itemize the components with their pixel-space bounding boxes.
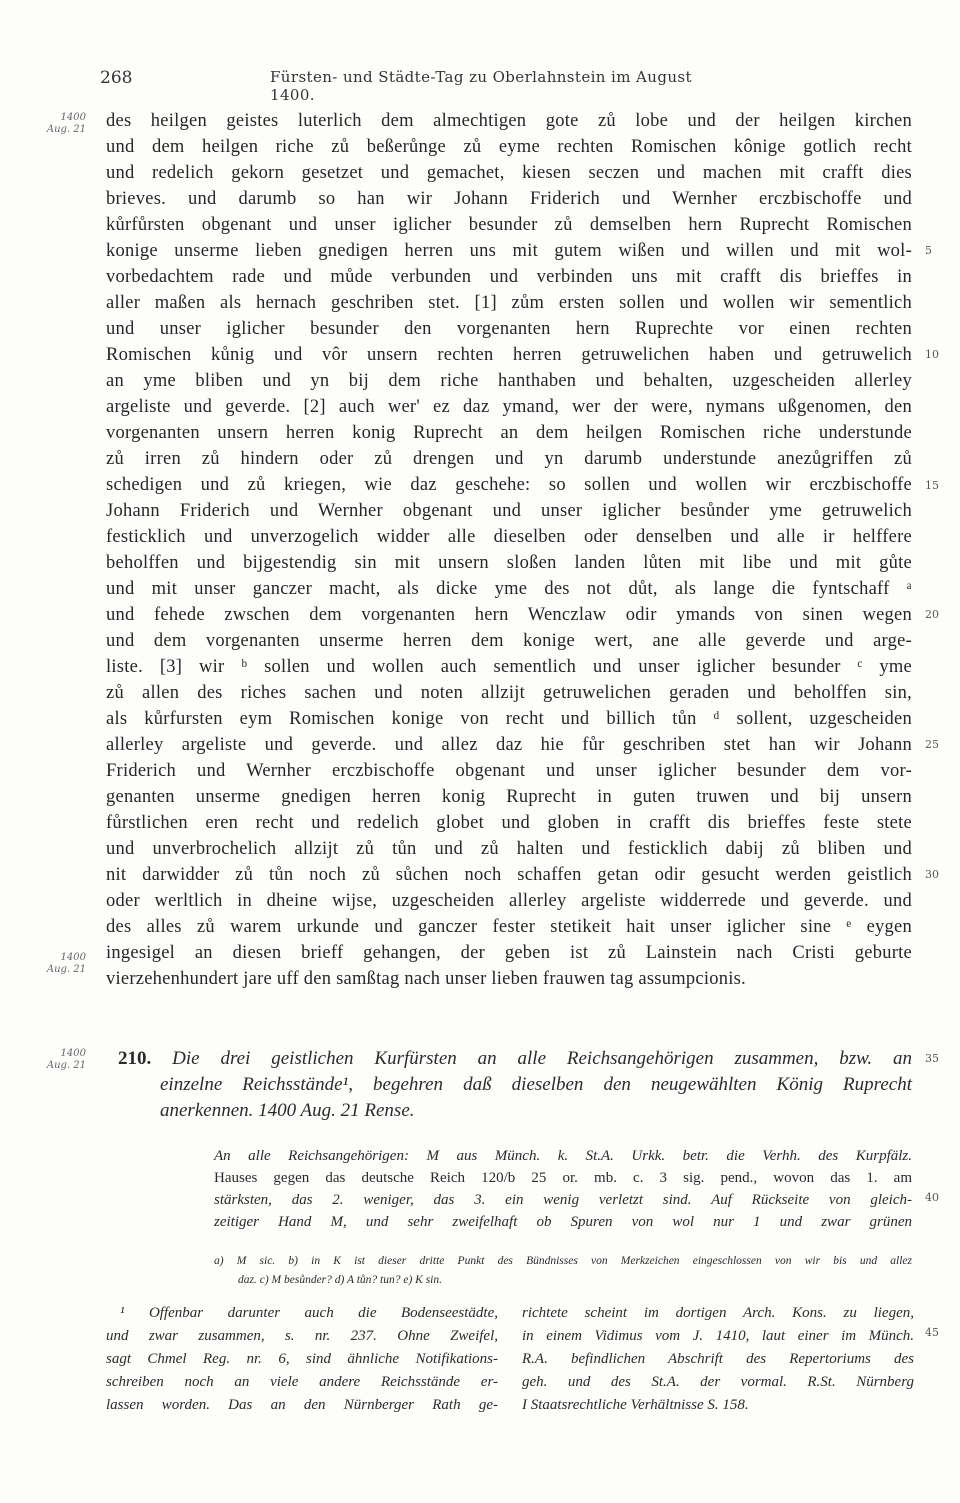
body-line: und dem heilgen riche zů beßerůnge zů eyme rechten Romischen kônige gotlich recht xyxy=(106,137,912,157)
line-number: 30 xyxy=(925,868,939,881)
body-line: fůrstlichen eren recht und redelich globet und globen in crafft dis brieffes feste stete xyxy=(106,813,912,833)
body-line: und fehede zwschen dem vorgenanten hern Wenczlaw odir ymands von sinen wegen xyxy=(106,605,912,625)
line-number: 25 xyxy=(925,738,939,751)
body-line: zů irren zů hindern oder zů drengen und yn darumb understunde anezůgriffen zů xyxy=(106,449,912,469)
body-line: konige unserme lieben gnedigen herren uns mit gutem wißen und willen und mit wol- xyxy=(106,241,912,261)
footnote-line: und zwar zusammen, s. nr. 237. Ohne Zweifel, xyxy=(106,1328,498,1344)
apparatus-line: a) M sic. b) in K ist dieser dritte Punkt des Bündnisses von Merkzeichen eingeschlossen von wir bis und allez xyxy=(214,1255,912,1267)
critical-apparatus xyxy=(214,1252,912,1290)
body-line: Johann Friderich und Wernher obgenant und unser iglicher besůnder yme getruwelich xyxy=(106,501,912,521)
line-number: 10 xyxy=(925,348,939,361)
line-number: 40 xyxy=(925,1191,939,1204)
body-line: argeliste und geverde. [2] auch wer' ez daz ymand, wer der were, nymans ußgenomen, den xyxy=(106,397,912,417)
margin-date-middle: 1400 Aug. 21 xyxy=(46,952,86,975)
section-number: 210. xyxy=(118,1048,152,1069)
body-line: allerley argeliste und geverde. und allez daz hie fůr geschriben stet han wir Johann xyxy=(106,735,912,755)
line-number: 20 xyxy=(925,608,939,621)
footnote-line: ¹ Offenbar darunter auch die Bodenseestädte, xyxy=(120,1305,498,1321)
body-line: und mit unser ganczer macht, als dicke yme des not důt, als lange die fyntschaff ᵃ xyxy=(106,579,912,599)
body-line: und redelich gekorn gesetzet und gemachet, kiesen seczen und machen mit crafft dies xyxy=(106,163,912,183)
line-number: 5 xyxy=(925,244,932,257)
body-line: und dem vorgenanten unserme herren dem konige wert, ane alle geverde und arge- xyxy=(106,631,912,651)
apparatus-line: daz. c) M besůnder? d) A tůn? tun? e) K sin. xyxy=(238,1274,443,1286)
body-line: an yme bliben und yn bij dem riche hanthaben und behalten, uzgescheiden allerley xyxy=(106,371,912,391)
body-line-last: vierzehenhundert jare uff den samßtag nach unser lieben frauwen tag assumpcionis. xyxy=(106,969,746,989)
line-number: 45 xyxy=(925,1326,939,1339)
body-line: und unverbrochelich allzijt zů tůn und zů halten und festicklich dabij zů bliben und xyxy=(106,839,912,859)
section-title-line: einzelne Reichsstände¹, begehren daß dieselben den neugewählten König Ruprecht xyxy=(160,1074,912,1095)
footnote-column-right xyxy=(522,1302,914,1417)
running-title: Fürsten- und Städte-Tag zu Oberlahnstein im August 1400. xyxy=(270,68,692,104)
body-line: aller maßen als hernach geschriben stet. [1] zům ersten sollen und wollen wir sementlich xyxy=(106,293,912,313)
page-number: 268 xyxy=(100,68,133,88)
margin-date-section: 1400 Aug. 21 xyxy=(46,1048,86,1071)
section-title-line: 210. Die drei geistlichen Kurfürsten an alle Reichsangehörigen zusammen, bzw. an xyxy=(118,1048,913,1069)
body-line: beholffen und bijgestendig sin mit unsern sloßen landen lůten mit libe und mit gůte xyxy=(106,553,912,573)
section-heading xyxy=(118,1046,912,1124)
source-line: Hauses gegen das deutsche Reich 120/b 25 or. mb. c. 3 sig. pend., wovon das 1. am xyxy=(214,1170,912,1186)
body-line: liste. [3] wir ᵇ sollen und wollen auch sementlich und unser iglicher besunder ᶜ yme xyxy=(106,657,912,677)
margin-date-top: 1400 Aug. 21 xyxy=(46,112,86,135)
body-line: oder werltlich in dheine wijse, uzgescheiden allerley argeliste widderrede und geverde. und xyxy=(106,891,912,911)
source-line: stärksten, das 2. weniger, das 3. ein wenig verletzt sind. Auf Rückseite von gleich- xyxy=(214,1192,912,1208)
source-line: An alle Reichsangehörigen: M aus Münch. k. St.A. Urkk. betr. die Verhh. des Kurpfälz. xyxy=(214,1148,912,1164)
footnote-line: richtete scheint im dortigen Arch. Kons. zu liegen, xyxy=(522,1305,914,1321)
section-title-line: anerkennen. 1400 Aug. 21 Rense. xyxy=(160,1100,415,1121)
body-line: als kůrfursten eym Romischen konige von recht und billich tůn ᵈ sollent, uzgescheiden xyxy=(106,709,912,729)
source-description xyxy=(214,1145,912,1233)
footnote-column-left xyxy=(106,1302,498,1417)
document-body xyxy=(106,108,912,992)
body-line: zů allen des riches sachen und noten allzijt getruwelichen geraden und beholffen sin, xyxy=(106,683,912,703)
body-line: Friderich und Wernher erczbischoffe obgenant und unser iglicher besunder dem vor- xyxy=(106,761,912,781)
body-line: schedigen und zů kriegen, wie daz geschehe: so sollen und wollen wir erczbischoffe xyxy=(106,475,912,495)
body-line: und unser iglicher besunder den vorgenanten hern Ruprechte vor einen rechten xyxy=(106,319,912,339)
body-line: kůrfůrsten obgenant und unser iglicher besunder zů demselben hern Ruprecht Romischen xyxy=(106,215,912,235)
line-number: 15 xyxy=(925,479,939,492)
footnote-line: geh. und des St.A. der vormal. R.St. Nürnberg xyxy=(522,1374,914,1390)
footnote-line: R.A. befindlichen Abschrift des Repertoriums des xyxy=(522,1351,914,1367)
footnote-line: lassen worden. Das an den Nürnberger Rath ge- xyxy=(106,1397,498,1413)
line-number: 35 xyxy=(925,1052,939,1065)
body-line: des alles zů warem urkunde und ganczer fester stetikeit hait unser iglicher sine ᵉ eygen xyxy=(106,917,912,937)
footnote-line: in einem Vidimus vom J. 1410, laut einer im Münch. xyxy=(522,1328,914,1344)
body-line: brieves. und darumb so han wir Johann Friderich und Wernher erczbischoffe und xyxy=(106,189,912,209)
body-line: nit darwidder zů tůn noch zů sůchen noch schaffen getan odir gesucht werden geistlich xyxy=(106,865,912,885)
body-line: festicklich und unverzogelich widder alle dieselben oder denselben und alle ir helffere xyxy=(106,527,912,547)
body-line: vorgenanten unsern herren konig Ruprecht an dem heilgen Romischen riche understunde xyxy=(106,423,912,443)
footnote-line: sagt Chmel Reg. nr. 6, sind ähnliche Notifikations- xyxy=(106,1351,498,1367)
body-line: vorbedachtem rade und můde verbunden und verbinden uns mit crafft dis brieffes in xyxy=(106,267,912,287)
footnote-line: schreiben noch an viele andere Reichsstände er- xyxy=(106,1374,498,1390)
body-line: ingesigel an diesen brieff gehangen, der geben ist zů Lainstein nach Cristi geburte xyxy=(106,943,912,963)
body-line: genanten unserme gnedigen herren konig Ruprecht in guten truwen und bij unsern xyxy=(106,787,912,807)
body-line: des heilgen geistes luterlich dem almechtigen gote zů lobe und der heilgen kirchen xyxy=(106,111,912,131)
source-line: zeitiger Hand M, und sehr zweifelhaft ob Spuren von wol nur 1 und zwar grünen xyxy=(214,1214,912,1230)
footnote-line: I Staatsrechtliche Verhältnisse S. 158. xyxy=(522,1397,749,1413)
body-line: Romischen kůnig und vôr unsern rechten herren getruwelichen haben und getruwelich xyxy=(106,345,912,365)
